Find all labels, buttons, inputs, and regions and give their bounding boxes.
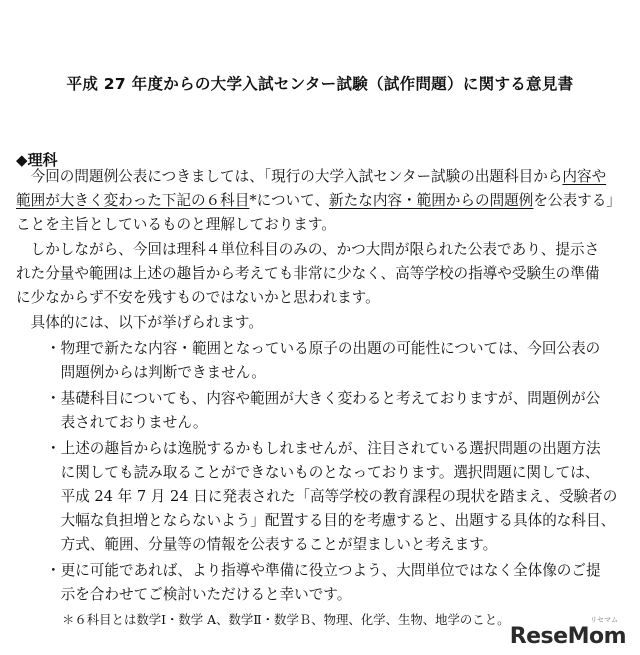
- paragraph-2-line-2: れた分量や範囲は上述の趣旨から考えても非常に少なく、高等学校の指導や受験生の準備: [16, 265, 600, 282]
- bullet-4-line-2: 示を合わせてご検討いただけると幸いです。: [46, 586, 352, 603]
- bullet-3-line-2: に関しても読み取ることができないものとなっております。選択問題に関しては、: [46, 464, 600, 481]
- resemom-logo: ReseMom: [509, 624, 626, 649]
- paragraph-2-line-1: しかしながら、今回は理科４単位科目のみの、かつ大問が限られた公表であり、提示さ: [16, 241, 600, 258]
- paragraph-1-line-3: ことを主旨としているものと理解しております。: [16, 216, 336, 233]
- paragraph-1-line-1: 今回の問題例公表につきましては、「現行の大学入試センター試験の出題科目から内容や: [16, 168, 607, 185]
- bullet-3-line-4: 大幅な負担増とならないよう」配置する目的を考慮すると、出題する具体的な科目、: [46, 512, 616, 529]
- bullet-2-line-1: ・基礎科目についても、内容や範囲が大きく変わると考えておりますが、問題例が公: [46, 390, 601, 407]
- bullet-3-line-1: ・上述の趣旨からは逸脱するかもしれませんが、注目されている選択問題の出題方法: [46, 440, 601, 457]
- bullet-4-line-1: ・更に可能であれば、より指導や準備に役立つよう、大問単位ではなく全体像のご提: [46, 562, 601, 579]
- bullet-1-line-2: 問題例からは判断できません。: [46, 364, 266, 381]
- bullet-3-line-5: 方式、範囲、分量等の情報を公表することが望ましいと考えます。: [46, 536, 498, 553]
- bullet-2-line-2: 表されておりません。: [46, 414, 208, 431]
- document-title: 平成 27 年度からの大学入試センター試験（試作問題）に関する意見書: [66, 75, 574, 93]
- watermark-sub: リセマム: [590, 616, 618, 624]
- paragraph-3: 具体的には、以下が挙げられます。: [16, 314, 263, 331]
- paragraph-2-line-3: に少なからず不安を残すものではないかと思われます。: [16, 289, 380, 306]
- paragraph-1-line-2: 範囲が大きく変わった下記の６科目*について、新たな内容・範囲からの問題例を公表する」: [16, 192, 621, 209]
- bullet-3-line-3: 平成 24 年 7 月 24 日に発表された「高等学校の教育課程の現状を踏まえ、受験者の: [46, 488, 618, 505]
- section-heading-science: ◆理科: [16, 151, 58, 169]
- footnote: ＊６科目とは数学Ⅰ・数学 A、数学Ⅱ・数学Ｂ、物理、化学、生物、地学のこと。: [62, 612, 510, 627]
- bullet-1-line-1: ・物理で新たな内容・範囲となっている原子の出題の可能性については、今回公表の: [46, 340, 601, 357]
